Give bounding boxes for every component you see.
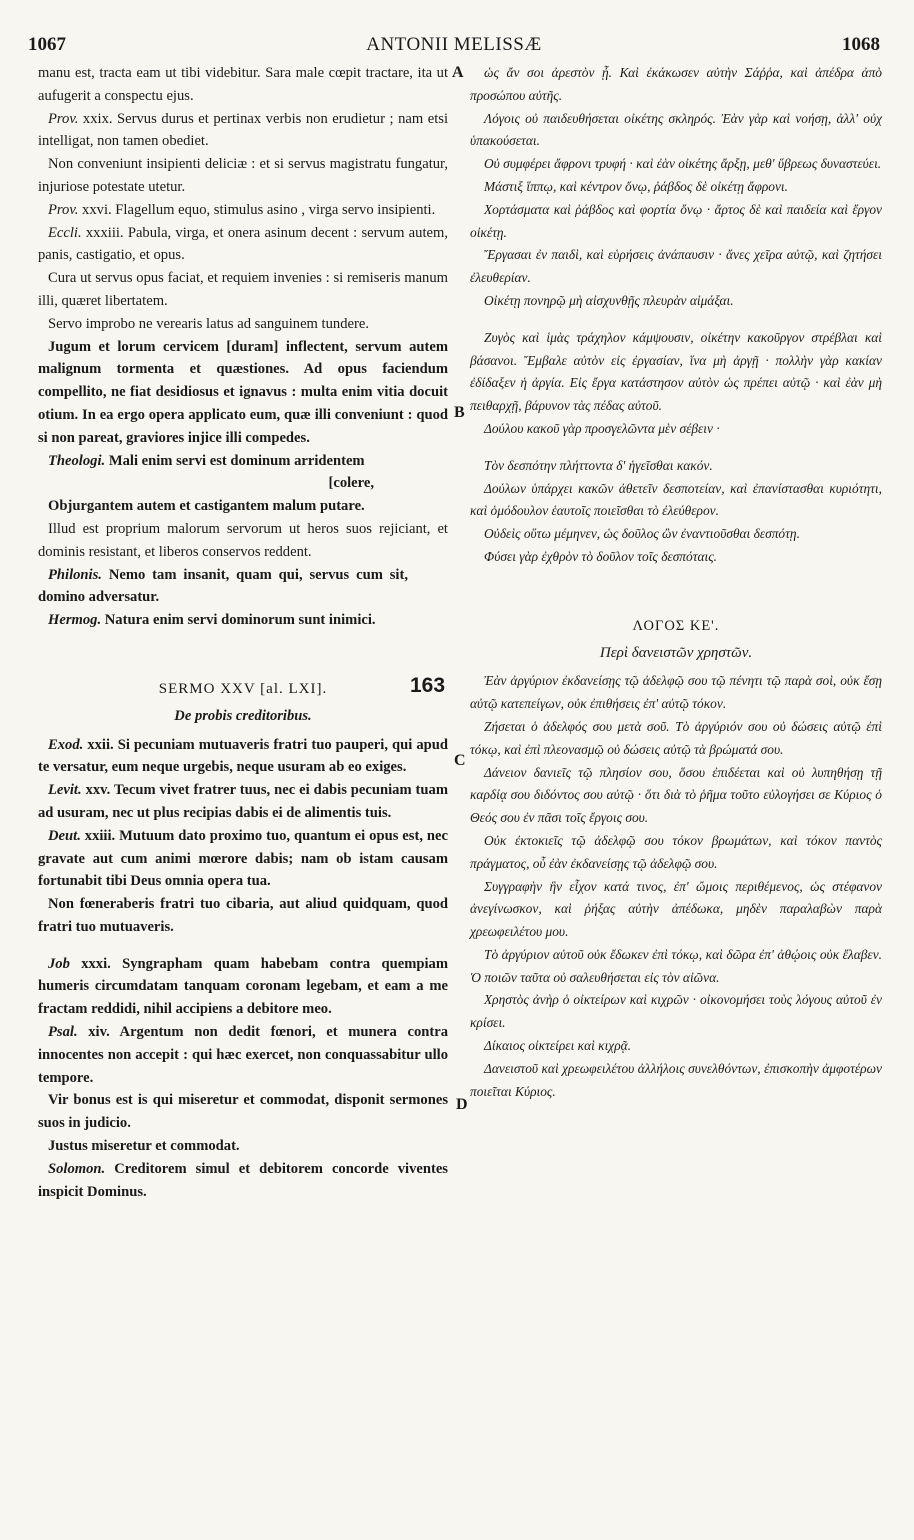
- source-citation: Eccli.: [48, 224, 82, 241]
- latin-paragraph: [38, 734, 448, 780]
- greek-paragraph: Ζήσεται ὁ ἀδελφός σου μετὰ σοῦ. Τὸ ἀργύριόν σου οὐ δώσεις αὐτῷ ἐπὶ τόκῳ, καὶ ἐπὶ πλεονασμῷ οὐ δώσεις αὐτῷ τὰ βρώματά σου.: [470, 718, 882, 757]
- source-citation: Philonis.: [48, 566, 102, 583]
- greek-paragraph: Συγγραφὴν ἣν εἶχον κατά τινος, ἐπ' ὤμοις περιθέμενος, ὡς στέφανον ἀνεγίνωσκον, καὶ ῥήξας αὐτὴν ἀπέδωκα, μηδὲν παραλαβὼν παρὰ χρεωφειλέτου μου.: [470, 878, 882, 940]
- verse-continuation: [colere,: [328, 475, 374, 492]
- latin-paragraph: Non fœneraberis fratri tuo cibaria, aut aliud quidquam, quod fratri tuo mutuaveris.: [38, 896, 448, 935]
- latin-paragraph: Cura ut servus opus faciat, et requiem invenies : si remiseris manum illi, quæret libertatem.: [38, 270, 448, 309]
- paragraph-text: xxii. Si pecuniam mutuaveris fratri tuo pauperi, qui apud te versatur, eum neque urgebis, neque usuram ab eo exiges.: [38, 736, 448, 776]
- greek-paragraph: Οἰκέτῃ πονηρῷ μὴ αἰσχυνθῇς πλευρὰν αἱμάξαι.: [484, 292, 734, 308]
- paragraph-text: xxvi. Flagellum equo, stimulus asino , virga servo insipienti.: [78, 201, 436, 218]
- latin-paragraph: [38, 1021, 448, 1089]
- latin-paragraph: Servo improbo ne verearis latus ad sanguinem tundere.: [48, 315, 369, 332]
- paragraph-text: xxv. Tecum vivet fratrer tuus, nec ei dabis pecuniam tuam ad usuram, nec ut plus recipias dabis ei de alimentis tuis.: [38, 782, 448, 821]
- latin-paragraph: [38, 564, 448, 610]
- greek-paragraph: Ἔργασαι ἐν παιδὶ, καὶ εὑρήσεις ἀνάπαυσιν · ἄνες χεῖρα αὐτῷ, καὶ ζητήσει ἐλευθερίαν.: [470, 247, 882, 286]
- greek-paragraph: ὡς ἄν σοι ἀρεστὸν ᾖ. Καὶ ἐκάκωσεν αὐτὴν Σάῤῥα, καὶ ἀπέδρα ἀπὸ προσώπου αὐτῆς.: [470, 65, 882, 103]
- greek-paragraph: Τὸ ἀργύριον αὐτοῦ οὐκ ἔδωκεν ἐπὶ τόκῳ, καὶ δῶρα ἐπ' ἀθῴοις οὐκ ἔλαβεν. Ὁ ποιῶν ταῦτα οὐ σαλευθήσεται εἰς τὸν αἰῶνα.: [470, 946, 882, 985]
- logos-subheading: Περὶ δανειστῶν χρηστῶν.: [599, 644, 753, 661]
- greek-paragraph: Οὐ συμφέρει ἄφρονι τρυφή · καὶ ἐὰν οἰκέτης ἄρξῃ, μεθ' ὕβρεως δυναστεύει.: [484, 156, 882, 172]
- greek-paragraph: Λόγοις οὐ παιδευθήσεται οἰκέτης σκληρός. Ἐὰν γὰρ καὶ νοήσῃ, ἀλλ' οὐχ ὑπακούσεται.: [470, 110, 882, 149]
- paragraph-text: Nemo tam insanit, quam qui, servus cum sit, domino adversatur.: [38, 566, 408, 606]
- source-citation: Deut.: [48, 827, 81, 844]
- source-citation: Job: [48, 955, 70, 972]
- latin-paragraph: manu est, tracta eam ut tibi videbitur. Sara male cœpit tractare, ita ut aufugerit a conspectu ejus.: [38, 65, 448, 104]
- latin-paragraph: [38, 450, 448, 473]
- page-header: [28, 34, 880, 58]
- source-citation: Theologi.: [48, 452, 106, 469]
- greek-paragraph: Χρηστὸς ἀνὴρ ὁ οἰκτείρων καὶ κιχρῶν · οἰκονομήσει τοὺς λόγους αὐτοῦ ἐν κρίσει.: [470, 992, 882, 1031]
- source-citation: Psal.: [48, 1024, 78, 1041]
- latin-paragraph: [38, 108, 448, 154]
- latin-paragraph: [38, 779, 448, 825]
- latin-paragraph: [38, 199, 448, 222]
- greek-paragraph: Δίκαιος οἰκτείρει καὶ κιχρᾷ.: [484, 1038, 632, 1054]
- running-title: ANTONII MELISSÆ: [366, 34, 542, 55]
- greek-paragraph: Δούλου κακοῦ γὰρ προσγελῶντα μὲν σέβειν ·: [484, 420, 720, 436]
- section-marker-d: D: [456, 1096, 468, 1113]
- source-citation: Prov.: [48, 110, 79, 127]
- greek-paragraph: Χορτάσματα καὶ ῥάβδος καὶ φορτία ὄνῳ · ἄρτος δὲ καὶ παιδεία καὶ ἔργον οἰκέτῃ.: [470, 201, 882, 240]
- latin-paragraph: Justus miseretur et commodat.: [48, 1138, 240, 1155]
- greek-paragraph: Δούλων ὑπάρχει κακῶν ἀθετεῖν δεσποτείαν, καὶ ἐπανίστασθαι κυριότητι, καὶ ὁμόδουλον ἑαυτοῖς ποιεῖσθαι τὸ ἐλεύθερον.: [470, 480, 882, 519]
- latin-paragraph: Objurgantem autem et castigantem malum putare.: [48, 498, 365, 515]
- paragraph-text: Creditorem simul et debitorem concorde viventes inspicit Dominus.: [38, 1160, 448, 1200]
- latin-paragraph: [38, 825, 448, 893]
- greek-paragraph: Φύσει γὰρ ἐχθρὸν τὸ δοῦλον τοῖς δεσπόταις.: [484, 548, 718, 564]
- paragraph-text: xxiii. Mutuum dato proximo tuo, quantum ei opus est, nec gravate aut cum animi mœrore dabis; nam ob istam causam fortunabit tibi Deus omnia opera tua.: [38, 827, 448, 890]
- paragraph-text: xiv. Argentum non dedit fœnori, et munera contra innocentes non accepit : qui hæc exercet, non conquassabitur ullo tempore.: [38, 1024, 448, 1086]
- logos-heading: ΛΟΓΟΣ ΚΕ'.: [632, 617, 720, 634]
- source-citation: Solomon.: [48, 1160, 106, 1177]
- greek-paragraph: Οὐκ ἐκτοκιεῖς τῷ ἀδελφῷ σου τόκον βρωμάτων, καὶ τόκον παντὸς πράγματος, οὗ ἐὰν ἐκδανείσῃς τῷ ἀδελφῷ σου.: [470, 832, 882, 871]
- paragraph-text: xxxiii. Pabula, virga, et onera asinum decent : servum autem, panis, castigatio, et opus.: [38, 224, 448, 264]
- greek-column: [470, 62, 882, 1532]
- greek-paragraph: Οὐδεὶς οὕτω μέμηνεν, ὡς δοῦλος ὢν ἐναντιοῦσθαι δεσπότῃ.: [484, 526, 800, 542]
- paragraph-text: xxxi. Syngrapham quam habebam contra quempiam humeris circumdatam tanquam coronam legebam, et eam a me fractam reddidi, nihil accipiens a debitore meo.: [38, 955, 448, 1018]
- latin-paragraph: [38, 953, 448, 1021]
- latin-paragraph: [38, 1158, 448, 1204]
- sermo-subheading: De probis creditoribus.: [174, 707, 312, 724]
- latin-paragraph: Vir bonus est is qui miseretur et commodat, disponit sermones suos in judicio.: [38, 1092, 448, 1132]
- source-citation: Hermog.: [48, 612, 102, 629]
- paragraph-text: Mali enim servi est dominum arridentem: [105, 452, 365, 469]
- latin-paragraph: Jugum et lorum cervicem [duram] inflectent, servum autem malignum tormenta et quæstiones. Ad opus faciendum compellito, ne fiat desidiosus et ignavus : multa enim vitia docuit otium. In ea ergo opera applicato eum, quæ illi conveniunt : quod si non pareat, graviores injice illi compedes.: [38, 338, 448, 446]
- greek-paragraph: Ζυγὸς καὶ ἱμὰς τράχηλον κάμψουσιν, οἰκέτην κακοῦργον στρέβλαι καὶ βάσανοι. Ἔμβαλε αὐτὸν εἰς ἐργασίαν, ἵνα μὴ ἀργῇ · πολλὴν γὰρ κακίαν ἐδίδαξεν ἡ ἀργία. Εἰς ἔργα κατάστησον αὐτὸν ὡς πρέπει αὐτῷ · καὶ ἐὰν μὴ πειθαρχῇ, βάρυνον τὰς πέδας αὐτοῦ.: [470, 329, 882, 414]
- latin-paragraph: [38, 609, 448, 632]
- source-citation: Exod.: [48, 736, 84, 753]
- section-marker-b: B: [454, 404, 465, 421]
- latin-column: [38, 62, 448, 1532]
- section-marker-c: C: [454, 752, 466, 769]
- left-page-number: 1067: [28, 34, 66, 55]
- inner-page-number: 163: [410, 674, 446, 697]
- greek-paragraph: Τὸν δεσπότην πλήττοντα δ' ἡγεῖσθαι κακόν.: [484, 457, 713, 473]
- paragraph-text: Natura enim servi dominorum sunt inimici.: [101, 612, 376, 629]
- sermo-heading: SERMO XXV [al. LXI].: [158, 680, 328, 697]
- latin-paragraph: Non conveniunt insipienti deliciæ : et si servus magistratu fungatur, injuriose potestate utetur.: [38, 156, 448, 195]
- section-marker-a: A: [452, 64, 464, 81]
- right-page-number: 1068: [842, 34, 880, 55]
- greek-paragraph: Ἐὰν ἀργύριον ἐκδανείσῃς τῷ ἀδελφῷ σου τῷ πένητι τῷ παρὰ σοὶ, οὐκ ἔσῃ αὐτῷ κατεπείγων, οὐκ ἐπιθήσεις ἐπ' αὐτῷ τόκον.: [470, 673, 882, 712]
- greek-paragraph: Δάνειον δανιεῖς τῷ πλησίον σου, ὅσου ἐπιδέεται καὶ οὐ λυπηθήσῃ τῇ καρδίᾳ σου διδόντος σου αὐτῷ · ὅτι διὰ τὸ ῥῆμα τοῦτο εὐλογήσει σε Κύριος ὁ Θεός σου ἐν πᾶσι τοῖς ἔργοις σου.: [470, 764, 882, 826]
- source-citation: Prov.: [48, 201, 79, 218]
- latin-paragraph: [38, 222, 448, 268]
- paragraph-text: xxix. Servus durus et pertinax verbis non erudietur ; nam etsi intelligat, non tamen obediet.: [38, 110, 448, 150]
- greek-paragraph: Μάστιξ ἵππῳ, καὶ κέντρον ὄνῳ, ῥάβδος δὲ οἰκέτῃ ἄφρονι.: [484, 178, 788, 194]
- source-citation: Levit.: [48, 782, 82, 799]
- greek-paragraph: Δανειστοῦ καὶ χρεωφειλέτου ἀλλήλοις συνελθόντων, ἐπισκοπὴν ἀμφοτέρων ποιεῖται Κύριος.: [470, 1060, 882, 1099]
- latin-paragraph: Illud est proprium malorum servorum ut heros suos rejiciant, et dominis resistant, et liberos conservos reddent.: [38, 520, 448, 560]
